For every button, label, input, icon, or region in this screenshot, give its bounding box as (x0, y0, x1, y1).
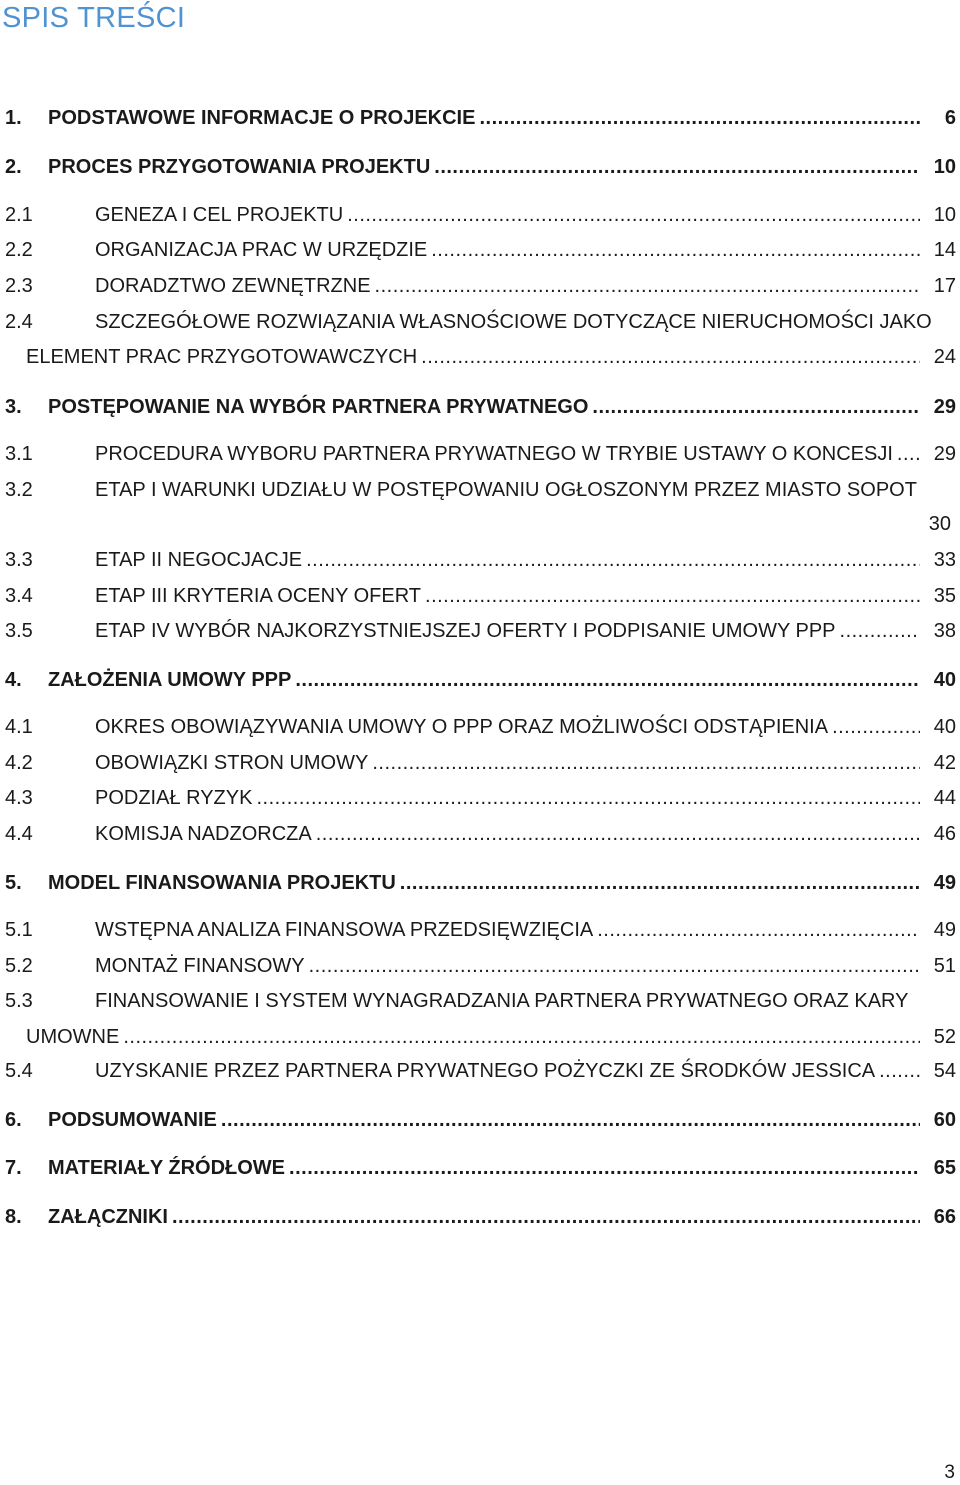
toc-entry-page: 10 (933, 156, 956, 178)
toc-entry-number: 3.5 (5, 620, 33, 642)
toc-entry-number: 3.4 (5, 585, 33, 607)
toc-entry-number: 4.2 (5, 752, 33, 774)
toc-entry-number: 8. (5, 1206, 22, 1228)
toc-entry-label: PROCES PRZYGOTOWANIA PROJEKTU (48, 156, 431, 178)
toc-entry-page: 54 (933, 1060, 956, 1082)
toc-entry-page: 35 (933, 585, 956, 607)
toc-leader-dots (897, 437, 920, 471)
toc-entry-page: 10 (933, 204, 956, 226)
toc-entry-label: KOMISJA NADZORCZA (95, 823, 312, 845)
toc-entry[interactable] (0, 710, 956, 744)
toc-entry-number: 4.3 (5, 787, 33, 809)
toc-entry[interactable] (0, 866, 956, 900)
toc-entry-number: 5.1 (5, 919, 33, 941)
toc-entry-label: ZAŁĄCZNIKI (48, 1206, 168, 1228)
toc-entry[interactable] (0, 663, 956, 697)
toc-entry-page: 42 (933, 752, 956, 774)
toc-entry-page: 14 (933, 239, 956, 261)
toc-entry[interactable] (0, 1103, 956, 1137)
toc-entry-number: 3.1 (5, 443, 33, 465)
toc-entry[interactable] (0, 150, 956, 184)
toc-entry-page: 60 (933, 1109, 956, 1131)
toc-entry-number: 4.1 (5, 716, 33, 738)
toc-entry-label-continuation: UMOWNE (26, 1026, 120, 1048)
toc-leader-dots (347, 198, 920, 232)
toc-leader-dots (316, 817, 920, 851)
toc-entry-number: 4.4 (5, 823, 33, 845)
toc-entry-label: PODSUMOWANIE (48, 1109, 217, 1131)
toc-entry-page: 29 (933, 396, 956, 418)
toc-entry-number: 4. (5, 669, 22, 691)
toc-entry[interactable] (0, 1151, 956, 1185)
toc-entry-page: 49 (933, 872, 956, 894)
toc-entry-label: WSTĘPNA ANALIZA FINANSOWA PRZEDSIĘWZIĘCIA (95, 919, 594, 941)
toc-entry-page: 66 (933, 1206, 956, 1228)
toc-leader-dots (306, 543, 920, 577)
toc-entry-label: ETAP II NEGOCJACJE (95, 549, 303, 571)
toc-entry[interactable] (0, 817, 956, 851)
toc-entry-label: ORGANIZACJA PRAC W URZĘDZIE (95, 239, 428, 261)
toc-entry-number: 3.2 (5, 479, 33, 501)
toc-entry[interactable] (0, 473, 956, 507)
toc-leader-dots (431, 233, 920, 267)
toc-leader-dots (289, 1151, 920, 1185)
toc-entry[interactable] (0, 781, 956, 815)
toc-leader-dots (425, 579, 920, 613)
toc-entry[interactable] (0, 949, 956, 983)
toc-entry-page: 29 (933, 443, 956, 465)
toc-leader-dots (879, 1054, 920, 1088)
toc-entry[interactable] (0, 437, 956, 471)
toc-entry-page: 30 (928, 513, 951, 535)
toc-entry-label: UZYSKANIE PRZEZ PARTNERA PRYWATNEGO POŻYCZKI ZE ŚRODKÓW JESSICA (95, 1060, 876, 1082)
toc-entry[interactable] (0, 305, 956, 339)
toc-entry-label: MODEL FINANSOWANIA PROJEKTU (48, 872, 396, 894)
toc-entry-label: SZCZEGÓŁOWE ROZWIĄZANIA WŁASNOŚCIOWE DOTYCZĄCE NIERUCHOMOŚCI JAKO (95, 311, 932, 333)
toc-entry-page: 6 (944, 107, 956, 129)
toc-leader-dots (400, 866, 920, 900)
toc-entry-label: FINANSOWANIE I SYSTEM WYNAGRADZANIA PARTNERA PRYWATNEGO ORAZ KARY (95, 990, 909, 1012)
toc-leader-dots (172, 1200, 920, 1234)
toc-leader-dots (421, 340, 920, 374)
toc-entry[interactable] (0, 1200, 956, 1234)
toc-entry[interactable] (0, 746, 956, 780)
toc-entry[interactable] (0, 579, 956, 613)
toc-leader-dots (256, 781, 920, 815)
toc-entry[interactable] (0, 1054, 956, 1088)
toc-entry-page: 65 (933, 1157, 956, 1179)
toc-leader-dots (372, 746, 920, 780)
toc-entry-label: ETAP III KRYTERIA OCENY OFERT (95, 585, 422, 607)
toc-entry[interactable] (0, 984, 956, 1018)
toc-entry-page: 38 (933, 620, 956, 642)
toc-entry-label: OKRES OBOWIĄZYWANIA UMOWY O PPP ORAZ MOŻLIWOŚCI ODSTĄPIENIA (95, 716, 829, 738)
toc-entry-page-line (0, 507, 956, 541)
toc-entry-label: ZAŁOŻENIA UMOWY PPP (48, 669, 292, 691)
toc-leader-dots (123, 1020, 920, 1054)
toc-entry-label: MATERIAŁY ŹRÓDŁOWE (48, 1157, 286, 1179)
toc-entry[interactable] (0, 269, 956, 303)
page-number: 3 (944, 1462, 955, 1483)
toc-entry-number: 5.2 (5, 955, 33, 977)
toc-leader-dots (434, 150, 920, 184)
toc-entry[interactable] (0, 614, 956, 648)
toc-entry[interactable] (0, 198, 956, 232)
toc-leader-dots (295, 663, 920, 697)
toc-entry-number: 7. (5, 1157, 22, 1179)
toc-entry-number: 3. (5, 396, 22, 418)
toc-leader-dots (832, 710, 920, 744)
toc-entry-page: 44 (933, 787, 956, 809)
toc-entry-label: POSTĘPOWANIE NA WYBÓR PARTNERA PRYWATNEGO (48, 396, 589, 418)
toc-entry-number: 5. (5, 872, 22, 894)
toc-entry-number: 3.3 (5, 549, 33, 571)
toc-entry-label: DORADZTWO ZEWNĘTRZNE (95, 275, 371, 297)
toc-entry[interactable] (0, 101, 956, 135)
toc-entry-number: 2.1 (5, 204, 33, 226)
toc-entry-label: MONTAŻ FINANSOWY (95, 955, 305, 977)
toc-entry[interactable] (0, 543, 956, 577)
page-title: SPIS TREŚCI (2, 2, 186, 34)
toc-leader-dots (375, 269, 920, 303)
toc-entry-page: 24 (933, 346, 956, 368)
toc-leader-dots (479, 101, 920, 135)
toc-entry-continuation[interactable] (0, 340, 956, 374)
toc-entry-number: 5.4 (5, 1060, 33, 1082)
toc-entry[interactable] (0, 390, 956, 424)
toc-entry-label: OBOWIĄZKI STRON UMOWY (95, 752, 369, 774)
toc-entry-label: PODZIAŁ RYZYK (95, 787, 253, 809)
toc-entry-label-continuation: ELEMENT PRAC PRZYGOTOWAWCZYCH (26, 346, 418, 368)
toc-entry[interactable] (0, 913, 956, 947)
toc-entry-label: PROCEDURA WYBORU PARTNERA PRYWATNEGO W TRYBIE USTAWY O KONCESJI (95, 443, 893, 465)
toc-entry-label: ETAP IV WYBÓR NAJKORZYSTNIEJSZEJ OFERTY I PODPISANIE UMOWY PPP (95, 620, 836, 642)
toc-entry-number: 2.4 (5, 311, 33, 333)
toc-leader-dots (597, 913, 920, 947)
toc-leader-dots (592, 390, 920, 424)
toc-entry-number: 5.3 (5, 990, 33, 1012)
toc-entry-page: 33 (933, 549, 956, 571)
toc-entry-page: 17 (933, 275, 956, 297)
toc-entry-number: 6. (5, 1109, 22, 1131)
toc-entry[interactable] (0, 233, 956, 267)
toc-entry-number: 2.2 (5, 239, 33, 261)
toc-entry-page: 40 (933, 669, 956, 691)
toc-leader-dots (309, 949, 920, 983)
toc-entry-label: ETAP I WARUNKI UDZIAŁU W POSTĘPOWANIU OGŁOSZONYM PRZEZ MIASTO SOPOT (95, 479, 917, 501)
toc-entry-page: 52 (933, 1026, 956, 1048)
toc-entry-number: 2.3 (5, 275, 33, 297)
toc-entry-page: 40 (933, 716, 956, 738)
toc-leader-dots (840, 614, 920, 648)
toc-entry-page: 51 (933, 955, 956, 977)
toc-entry-continuation[interactable] (0, 1020, 956, 1054)
toc-entry-number: 1. (5, 107, 22, 129)
toc-entry-page: 46 (933, 823, 956, 845)
toc-entry-page: 49 (933, 919, 956, 941)
toc-entry-label: PODSTAWOWE INFORMACJE O PROJEKCIE (48, 107, 476, 129)
toc-entry-label: GENEZA I CEL PROJEKTU (95, 204, 344, 226)
toc-leader-dots (221, 1103, 920, 1137)
toc-entry-number: 2. (5, 156, 22, 178)
